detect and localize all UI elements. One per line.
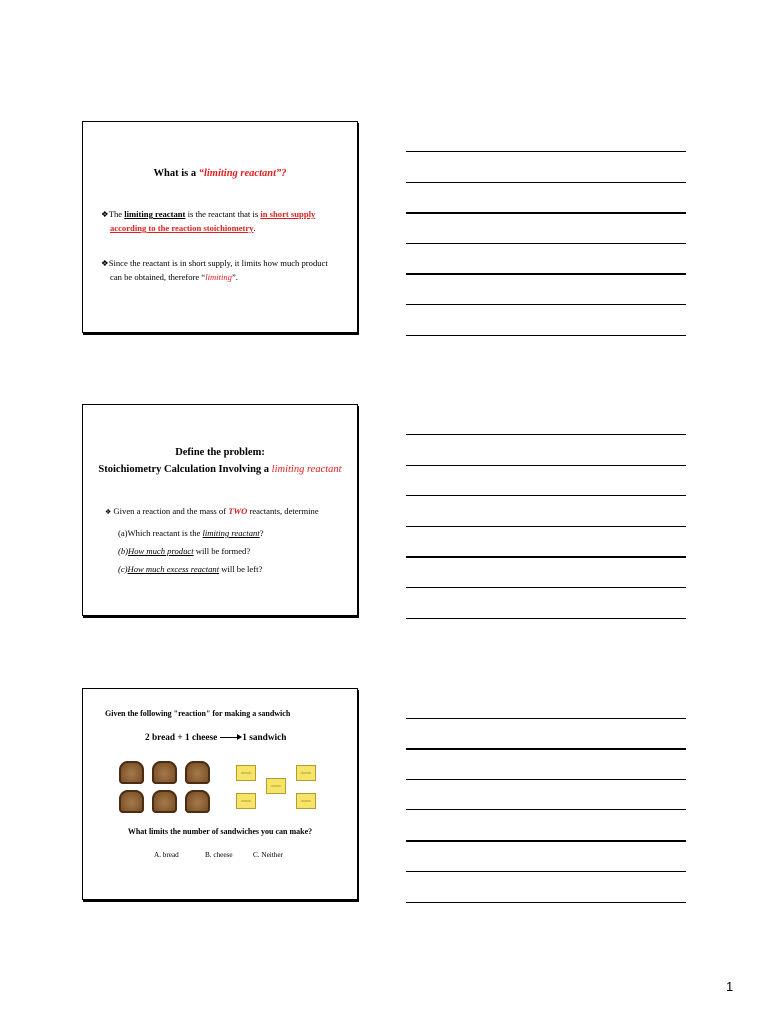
note-line bbox=[406, 495, 686, 496]
note-line bbox=[406, 556, 686, 558]
slide2-item-c: (c)How much excess reactant will be left? bbox=[118, 564, 263, 574]
note-line bbox=[406, 465, 686, 466]
slide-limiting-reactant bbox=[82, 121, 358, 333]
note-line bbox=[406, 434, 686, 435]
note-line bbox=[406, 273, 686, 275]
note-line bbox=[406, 587, 686, 588]
sandwich-equation: 2 bread + 1 cheese 1 sandwich bbox=[145, 733, 287, 743]
slide-define-problem bbox=[82, 404, 358, 616]
note-line bbox=[406, 212, 686, 214]
note-line bbox=[406, 779, 686, 780]
note-line bbox=[406, 526, 686, 527]
slide3-intro: Given the following "reaction" for making a sandwich bbox=[105, 709, 291, 718]
option-a: A. bread bbox=[154, 851, 179, 859]
note-line bbox=[406, 809, 686, 810]
bread-slice-icon bbox=[152, 790, 177, 813]
note-line bbox=[406, 871, 686, 872]
cheese-slice-icon bbox=[296, 793, 316, 809]
diamond-bullet-icon: ❖ bbox=[105, 508, 112, 516]
slide-sandwich-reaction bbox=[82, 688, 358, 900]
cheese-slice-icon bbox=[236, 765, 256, 781]
slide2-item-b: (b)How much product will be formed? bbox=[118, 546, 251, 556]
cheese-slice-icon bbox=[296, 765, 316, 781]
slide1-bullet-1: ❖The limiting reactant is the reactant that is in short supply according to the reaction stoichiometry. bbox=[101, 209, 316, 233]
note-line bbox=[406, 618, 686, 619]
note-line bbox=[406, 840, 686, 842]
slide2-bullet: ❖ Given a reaction and the mass of TWO reactants, determine bbox=[105, 506, 319, 516]
note-line bbox=[406, 182, 686, 183]
bread-slice-icon bbox=[185, 761, 210, 784]
bread-slice-icon bbox=[152, 761, 177, 784]
note-line bbox=[406, 151, 686, 152]
note-line bbox=[406, 748, 686, 750]
cheese-slice-icon bbox=[266, 778, 286, 794]
note-line bbox=[406, 243, 686, 244]
note-line bbox=[406, 335, 686, 336]
diamond-bullet-icon: ❖ bbox=[101, 258, 109, 268]
slide1-title: What is a “limiting reactant”? bbox=[153, 168, 287, 179]
slide3-question: What limits the number of sandwiches you can make? bbox=[127, 827, 313, 836]
note-line bbox=[406, 902, 686, 903]
cheese-slice-icon bbox=[236, 793, 256, 809]
arrow-right-icon bbox=[220, 737, 240, 738]
diamond-bullet-icon: ❖ bbox=[101, 209, 109, 219]
page-number: 1 bbox=[726, 979, 734, 994]
note-line bbox=[406, 718, 686, 719]
note-line bbox=[406, 304, 686, 305]
option-b: B. cheese bbox=[205, 851, 233, 859]
bread-slice-icon bbox=[119, 790, 144, 813]
option-c: C. Neither bbox=[253, 851, 283, 859]
bread-slice-icon bbox=[185, 790, 210, 813]
slide1-bullet-2: ❖Since the reactant is in short supply, it limits how much product can be obtained, therefore “limiting”. bbox=[101, 258, 328, 282]
slide2-title: Define the problem: bbox=[175, 447, 265, 458]
slide2-subtitle: Stoichiometry Calculation Involving a limiting reactant bbox=[98, 464, 342, 475]
slide2-item-a: (a)Which reactant is the limiting reactant? bbox=[118, 528, 264, 538]
bread-slice-icon bbox=[119, 761, 144, 784]
